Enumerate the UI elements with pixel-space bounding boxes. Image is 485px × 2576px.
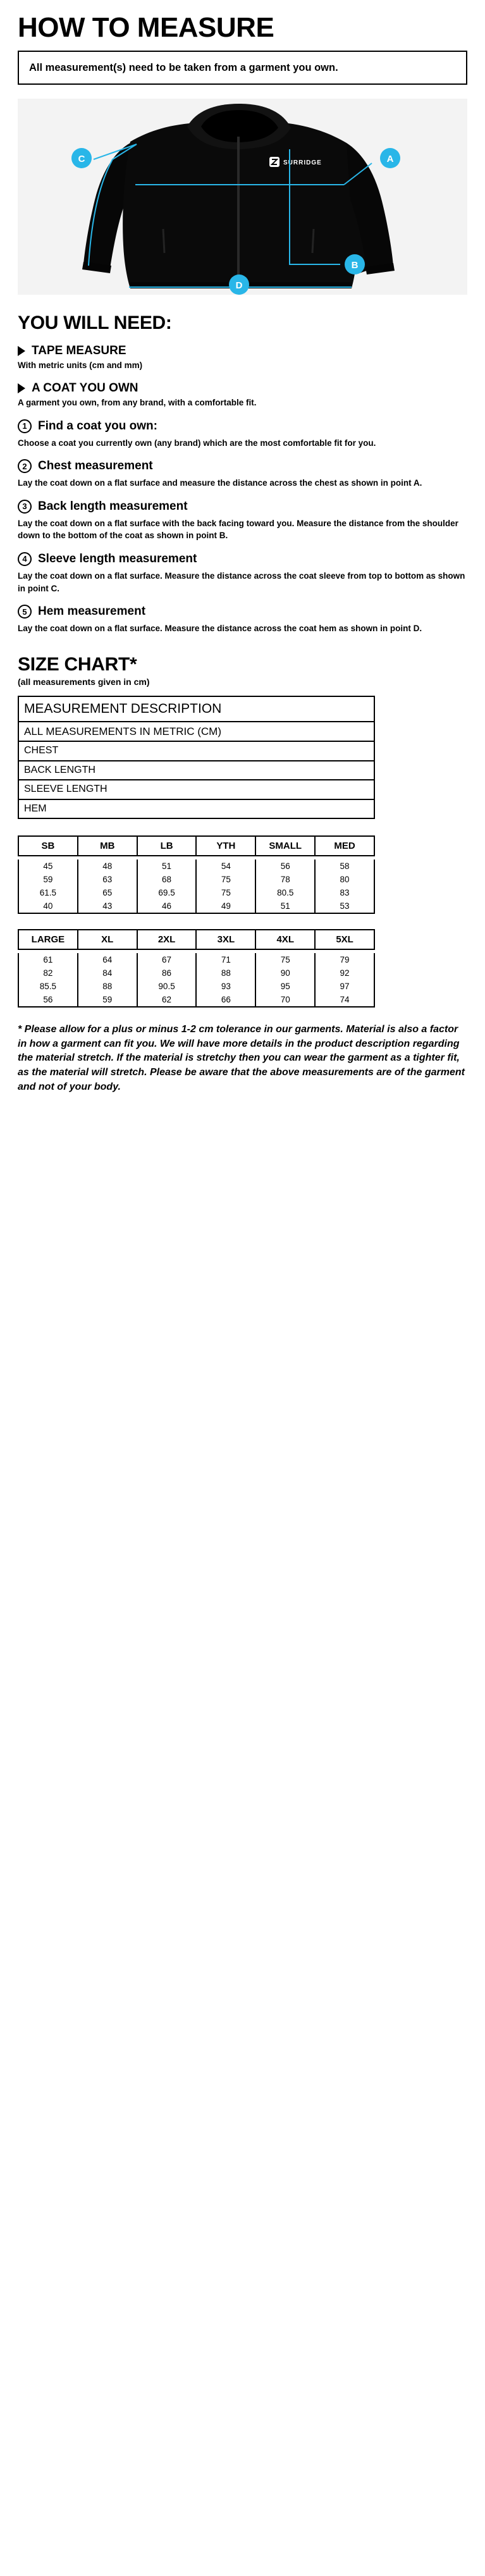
need-item-tape-measure — [18, 344, 467, 371]
size-col-header: 5XL — [315, 930, 374, 949]
size-cell: 59 — [78, 993, 137, 1007]
size-cell: 61.5 — [18, 886, 78, 899]
size-cell: 70 — [255, 993, 315, 1007]
table-row — [18, 761, 374, 780]
svg-text:D: D — [235, 280, 243, 292]
size-cell: 85.5 — [18, 980, 78, 993]
size-cell: 58 — [315, 860, 374, 873]
table-row — [18, 799, 374, 818]
need-item-title: A COAT YOU OWN — [32, 381, 138, 395]
size-cell: 75 — [196, 873, 255, 886]
size-cell: 90.5 — [137, 980, 197, 993]
step-1 — [18, 419, 467, 450]
size-cell: 63 — [78, 873, 137, 886]
tolerance-footnote: * Please allow for a plus or minus 1-2 cm tolerance in our garments. Material is also a factor in how a garment can fit you. We will have more details in the product description regarding the material stretch. If the material is stretchy then you can wear the garment as a tighter fit, as the material will stretch. Please be aware that the above measurements are of the garment and not of your body. — [18, 1023, 465, 1092]
description-row-sleeve-length: SLEEVE LENGTH — [18, 780, 374, 799]
size-cell: 48 — [78, 860, 137, 873]
size-cell: 49 — [196, 899, 255, 913]
table-row — [18, 980, 374, 993]
size-cell: 51 — [255, 899, 315, 913]
size-cell: 75 — [196, 886, 255, 899]
svg-text:C: C — [78, 154, 85, 165]
step-3 — [18, 500, 467, 542]
table-row — [18, 966, 374, 980]
size-cell: 56 — [255, 860, 315, 873]
size-cell: 61 — [18, 953, 78, 966]
size-cell: 43 — [78, 899, 137, 913]
size-cell: 65 — [78, 886, 137, 899]
step-4 — [18, 552, 467, 595]
callout-b — [345, 254, 365, 274]
step-body: Lay the coat down on a flat surface. Measure the distance across the coat hem as shown in point D. — [18, 624, 422, 634]
size-cell: 71 — [196, 953, 255, 966]
need-item-title: TAPE MEASURE — [32, 344, 126, 358]
size-col-header: 3XL — [196, 930, 255, 949]
step-2 — [18, 459, 467, 490]
step-title: Sleeve length measurement — [38, 552, 197, 565]
svg-text:SURRIDGE: SURRIDGE — [283, 159, 322, 167]
table-header-row — [18, 930, 374, 949]
size-cell: 46 — [137, 899, 197, 913]
triangle-bullet-icon — [18, 383, 25, 393]
svg-text:A: A — [386, 154, 394, 165]
step-body: Lay the coat down on a flat surface. Measure the distance across the coat sleeve from top to bottom as shown in point C. — [18, 570, 465, 593]
measurement-callout: All measurement(s) need to be taken from a garment you own. — [18, 51, 467, 85]
step-number: 4 — [18, 552, 32, 566]
size-cell: 53 — [315, 899, 374, 913]
table-row — [18, 722, 374, 742]
size-cell: 92 — [315, 966, 374, 980]
callout-c — [71, 148, 92, 168]
size-cell: 80 — [315, 873, 374, 886]
step-title: Find a coat you own: — [38, 419, 157, 433]
size-cell: 54 — [196, 860, 255, 873]
table-row — [18, 741, 374, 760]
need-item-sub: With metric units (cm and mm) — [18, 361, 143, 371]
step-body: Choose a coat you currently own (any brand) which are the most comfortable fit for you. — [18, 438, 376, 448]
need-item-coat — [18, 381, 467, 409]
table-row — [18, 780, 374, 799]
description-row-chest: CHEST — [18, 741, 374, 760]
size-cell: 84 — [78, 966, 137, 980]
size-table-adult — [18, 929, 375, 1008]
description-row-back-length: BACK LENGTH — [18, 761, 374, 780]
triangle-bullet-icon — [18, 346, 25, 356]
you-will-need-heading: YOU WILL NEED: — [18, 312, 172, 334]
size-chart-subnote: (all measurements given in cm) — [18, 676, 150, 687]
size-cell: 90 — [255, 966, 315, 980]
measurement-description-table — [18, 696, 375, 819]
size-cell: 51 — [137, 860, 197, 873]
garment-diagram — [18, 99, 467, 295]
size-col-header: MB — [78, 836, 137, 856]
size-cell: 62 — [137, 993, 197, 1007]
size-cell: 95 — [255, 980, 315, 993]
size-cell: 79 — [315, 953, 374, 966]
size-cell: 67 — [137, 953, 197, 966]
step-number: 1 — [18, 419, 32, 433]
size-cell: 64 — [78, 953, 137, 966]
size-chart-heading: SIZE CHART* — [18, 653, 137, 675]
size-cell: 93 — [196, 980, 255, 993]
size-cell: 82 — [18, 966, 78, 980]
step-title: Hem measurement — [38, 605, 146, 619]
size-col-header: 4XL — [255, 930, 315, 949]
description-header: MEASUREMENT DESCRIPTION — [18, 696, 374, 722]
svg-text:B: B — [351, 260, 359, 271]
size-col-header: YTH — [196, 836, 255, 856]
jacket-illustration — [18, 99, 467, 295]
table-row — [18, 899, 374, 913]
size-col-header: SMALL — [255, 836, 315, 856]
size-col-header: LARGE — [18, 930, 78, 949]
step-number: 5 — [18, 605, 32, 619]
size-cell: 88 — [196, 966, 255, 980]
page-title: HOW TO MEASURE — [18, 12, 274, 43]
size-col-header: 2XL — [137, 930, 197, 949]
size-cell: 59 — [18, 873, 78, 886]
table-header-row — [18, 836, 374, 856]
size-table-youth — [18, 835, 375, 914]
step-title: Back length measurement — [38, 499, 188, 513]
table-row — [18, 993, 374, 1007]
size-cell: 80.5 — [255, 886, 315, 899]
size-cell: 78 — [255, 873, 315, 886]
size-cell: 97 — [315, 980, 374, 993]
size-cell: 83 — [315, 886, 374, 899]
size-cell: 40 — [18, 899, 78, 913]
description-row-hem: HEM — [18, 799, 374, 818]
step-body: Lay the coat down on a flat surface with the back facing toward you. Measure the distance from the shoulder down to the bottom of the coat as shown in point B. — [18, 518, 458, 541]
size-cell: 74 — [315, 993, 374, 1007]
table-row — [18, 696, 374, 722]
size-cell: 45 — [18, 860, 78, 873]
size-col-header: SB — [18, 836, 78, 856]
size-cell: 56 — [18, 993, 78, 1007]
table-row — [18, 953, 374, 966]
size-cell: 69.5 — [137, 886, 197, 899]
description-subheader: ALL MEASUREMENTS IN METRIC (CM) — [18, 722, 374, 742]
table-row — [18, 860, 374, 873]
size-col-header: LB — [137, 836, 197, 856]
size-cell: 66 — [196, 993, 255, 1007]
size-cell: 88 — [78, 980, 137, 993]
size-cell: 86 — [137, 966, 197, 980]
table-row — [18, 886, 374, 899]
need-item-sub: A garment you own, from any brand, with a comfortable fit. — [18, 398, 257, 408]
size-cell: 68 — [137, 873, 197, 886]
size-col-header: XL — [78, 930, 137, 949]
step-body: Lay the coat down on a flat surface and measure the distance across the chest as shown in point A. — [18, 478, 422, 488]
step-number: 3 — [18, 500, 32, 514]
size-cell: 75 — [255, 953, 315, 966]
step-5 — [18, 605, 467, 635]
callout-d — [229, 274, 249, 295]
step-number: 2 — [18, 459, 32, 473]
how-to-measure-page — [0, 14, 485, 1113]
table-row — [18, 873, 374, 886]
callout-a — [380, 148, 400, 168]
size-col-header: MED — [315, 836, 374, 856]
step-title: Chest measurement — [38, 459, 153, 473]
